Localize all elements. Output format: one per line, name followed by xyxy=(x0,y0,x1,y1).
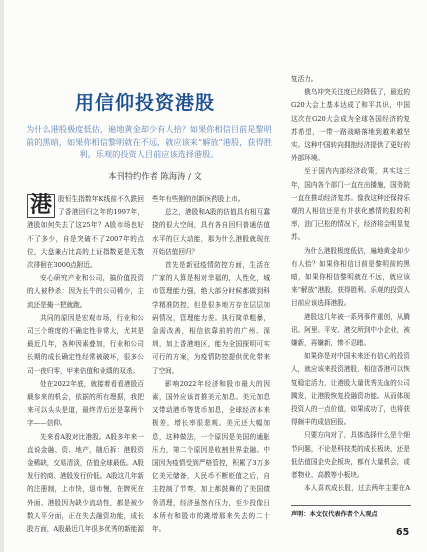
paragraph: 如果你是对中国未来还有信心的投资人，就应该来投资港股，相信香港可以恢复稳定活力，让港股大量优秀先血的公司腾发，让港股恢复投融资功能。从而体现投资人的一点价值，如果成功了，也将获得颇丰的成信回报。 xyxy=(291,352,410,427)
paragraph: 影响2022年经济和股市最大的因素，国外应该首推美元加息。美元加息又带动港币等货币加息，全球经济本来极差，增长率很悲观。美元还大幅加息，这种做法，一个原因是美国的通胀压力，第二个原因是收割世界金融。中国因为疫情受到严格管控，积累了3万多亿美元储备，人民币不断贬值之后，自主控制了节奏，加上都鼓舞的了美国债务清理，经济虽然有压力，至少投像日本所有和股市的跳增那来失去的二十年。 xyxy=(152,379,270,534)
paragraph: 港股这几年被一系列事件重创，从腾讯、阿里、平安、港交所到中小企业，被嫌新，再嫌新，惨不忍睹。 xyxy=(291,312,410,348)
paragraph: 为什么港股极度低估，遍地黄金却少有人拾？如果你相信目前是黎明前的黑暗，如果你相信黎明就在不远，就应该来“解放”港股，获得胜利。乐观的投资人目前应该选择港股。 xyxy=(291,246,410,308)
page-gutter-shadow xyxy=(0,0,4,552)
disclaimer-note: 声明：本文仅代表作者个人观点 xyxy=(291,511,378,518)
paragraph: 共同的原因是宏观市场，行业和公司三个维度的不确定性非常大，尤其是最近几年，各种因素叠加，行业和公司长期的成长确定性经常被破坏，很多公司一夜归零，甲来估值和业绩的双杀。 xyxy=(27,313,144,375)
paragraph xyxy=(152,536,270,538)
article-column-left xyxy=(27,193,144,538)
paragraph: 股恒生指数年K线前不久跌回了香港回归之年的1997年，港股如何失去了这25年？A股市场也好不了多少，自是突破不了2007年的点位，大盘兼占比高的上证指数更是无数次徘徊在3000点附近。 xyxy=(27,195,144,270)
paragraph: 本人喜欢成长股，过去两年主要在A xyxy=(304,484,410,493)
article-lead: 为什么港股极度低估，遍地黄金却少有人拾？如果你相信目前是黎明前的黑暗，如果你相信黎明就在不远，就应该来“解放”港股，获得胜利。乐观的投资人目前应该选择港股。 xyxy=(26,124,272,160)
paragraph: 首先是新冠疫情防控方面，生活在广家的人算是相对幸福的，人性化，城市管理能力强，绝大部分时候都做到科学精准防控，但是很多地方存在层层加码情况，管理能力差。执行简单粗暴，急需改善，相信依靠前的的广州、深圳，加上香港地区，能为全国探明可实可行的方案，为疫情防控提供优化带来了空间。 xyxy=(152,261,270,375)
paragraph: 至于国内内部经济政策，其实这三年，国内各个部门一直在出播施，国务院一直在推动经济复苏。像我这种还保持乐观的人相信还是有并获化感情的股的利率，油门已松的情况下，经济将会明显复苏。 xyxy=(291,167,410,242)
paragraph: 只要方向对了，具体选择什么是个细节问题，不论是科技类的成长板块，还是低估值国企央企板块，都有大量机会，或者物业、高教等小板块。 xyxy=(291,431,410,480)
article-column-right xyxy=(291,73,410,498)
footer-divider xyxy=(291,505,411,506)
article-title: 用信仰投资港股 xyxy=(75,92,216,114)
paragraph: 先来看A股对比港股。A股多年来一直说金融、资、地产，随后拆：港股资金稀缺，交易清淡，估值全球最低。A股发行的商、港股发行价低。A股这几年新的注册制，上市快，退市慢，在牌死在外面、港股因为缺少流动性，都是被少数人平分面，正在失去融资功能，成长股方面，A股最近几年很多优秀的新能源 xyxy=(27,432,144,534)
paragraph: 俄乌冲突关注度已经降低了，最近的G20大会上基本达成了和平共识，中国这次在G20大会成为全球各国经济的复苏希望，一带一路战略落地到越来越坚实。这种中国转向拥抱经济提供了更好的外部环境。 xyxy=(291,88,410,163)
paragraph: 安心研究产业和公司，搞价值投资的人被秒杀：因为长牛的公司稀少，主流还是掩一把就跑。 xyxy=(27,274,144,309)
paragraph: 处在2022年底，就接着看看港股百载参来的机会，依据的所有理据，我把来可以头头是道，最终青后还是靠两个字——信仰。 xyxy=(27,379,144,428)
paragraph: 些年有些刚的创新医药股上市。 xyxy=(152,195,245,203)
article-column-middle xyxy=(152,193,270,538)
drop-cap: 港 xyxy=(27,194,55,218)
page-number: 65 xyxy=(396,527,410,538)
article-byline: 本刊特约作者 陈海涛 / 文 xyxy=(108,171,202,181)
paragraph: 总之，港股和A股的估值具有相互蠢挠的很大空间，具有各自回归普通估值水平的巨大动能，那为什么港股就现在开始估值回归？ xyxy=(152,208,270,256)
paragraph: 复活力。 xyxy=(291,75,318,83)
